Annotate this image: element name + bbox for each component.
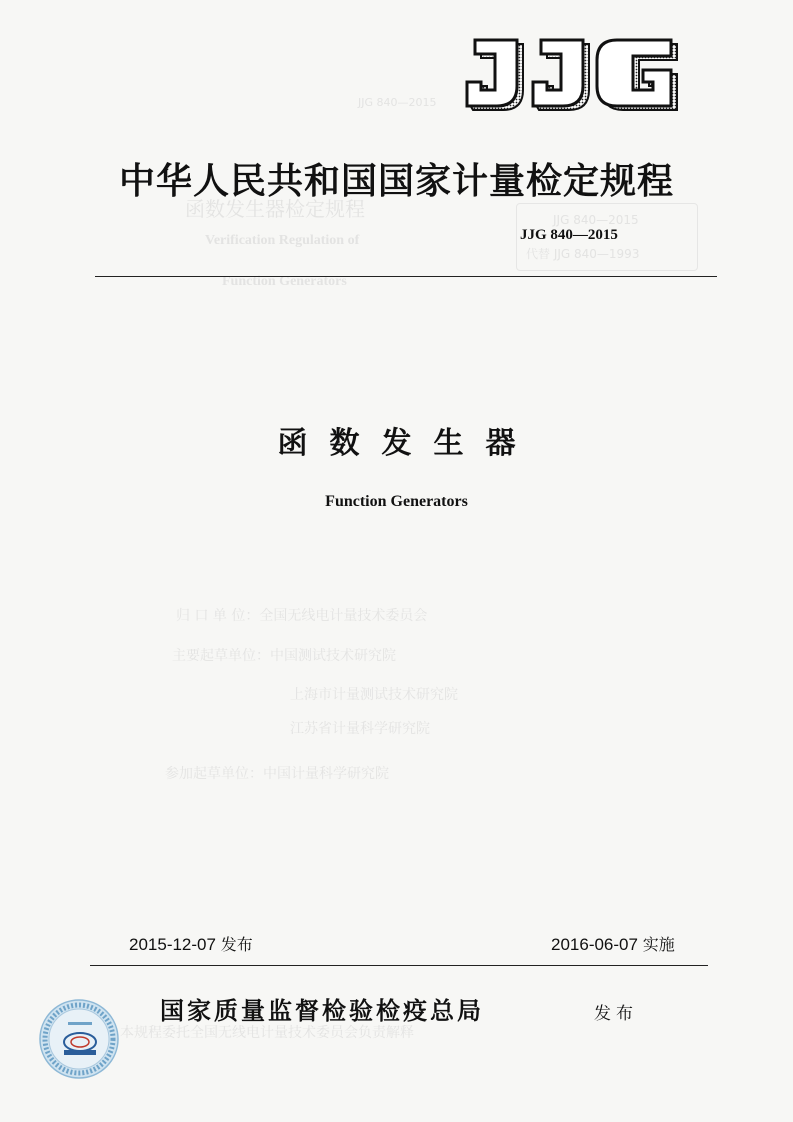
issue-date-value: 2015-12-07: [129, 935, 216, 954]
ghost-text: Function Generators: [222, 274, 347, 289]
ghost-text: JJG 840—2015: [358, 96, 437, 109]
impl-date-value: 2016-06-07: [551, 935, 638, 954]
bottom-divider: [90, 965, 708, 966]
ghost-text: 主要起草单位：中国测试技术研究院: [172, 648, 396, 664]
ghost-text: 函数发生器检定规程: [185, 197, 365, 221]
ghost-text: 本规程委托全国无线电计量技术委员会负责解释: [120, 1025, 414, 1041]
anti-counterfeit-seal: [38, 998, 120, 1080]
ghost-text: Verification Regulation of: [205, 233, 360, 248]
issuing-authority-suffix: 发布: [594, 1004, 638, 1024]
top-divider: [95, 276, 717, 277]
jjg-logo: [461, 38, 683, 118]
implementation-date: [551, 932, 675, 955]
ghost-text: 代替 JJG 840—1993: [526, 247, 640, 261]
impl-date-suffix: 实施: [642, 935, 675, 954]
jjg-logo-icon: [461, 38, 683, 118]
ghost-text: 上海市计量测试技术研究院: [290, 687, 458, 703]
regulation-series-title: 中华人民共和国国家计量检定规程: [118, 161, 674, 202]
issue-date-suffix: 发布: [220, 935, 253, 954]
ghost-text: JJG 840—2015: [553, 213, 639, 227]
ghost-text: 江苏省计量科学研究院: [290, 721, 430, 737]
issue-date: [129, 932, 253, 955]
issuing-authority: 国家质量监督检验检疫总局: [160, 997, 484, 1025]
document-title-en: Function Generators: [325, 493, 468, 510]
seal-icon: [38, 998, 120, 1080]
document-title-zh: 函数发生器: [277, 426, 538, 461]
ghost-text: 归 口 单 位：全国无线电计量技术委员会: [176, 608, 428, 624]
standard-number: JJG 840—2015: [520, 227, 618, 243]
ghost-text: 参加起草单位：中国计量科学研究院: [165, 766, 389, 782]
